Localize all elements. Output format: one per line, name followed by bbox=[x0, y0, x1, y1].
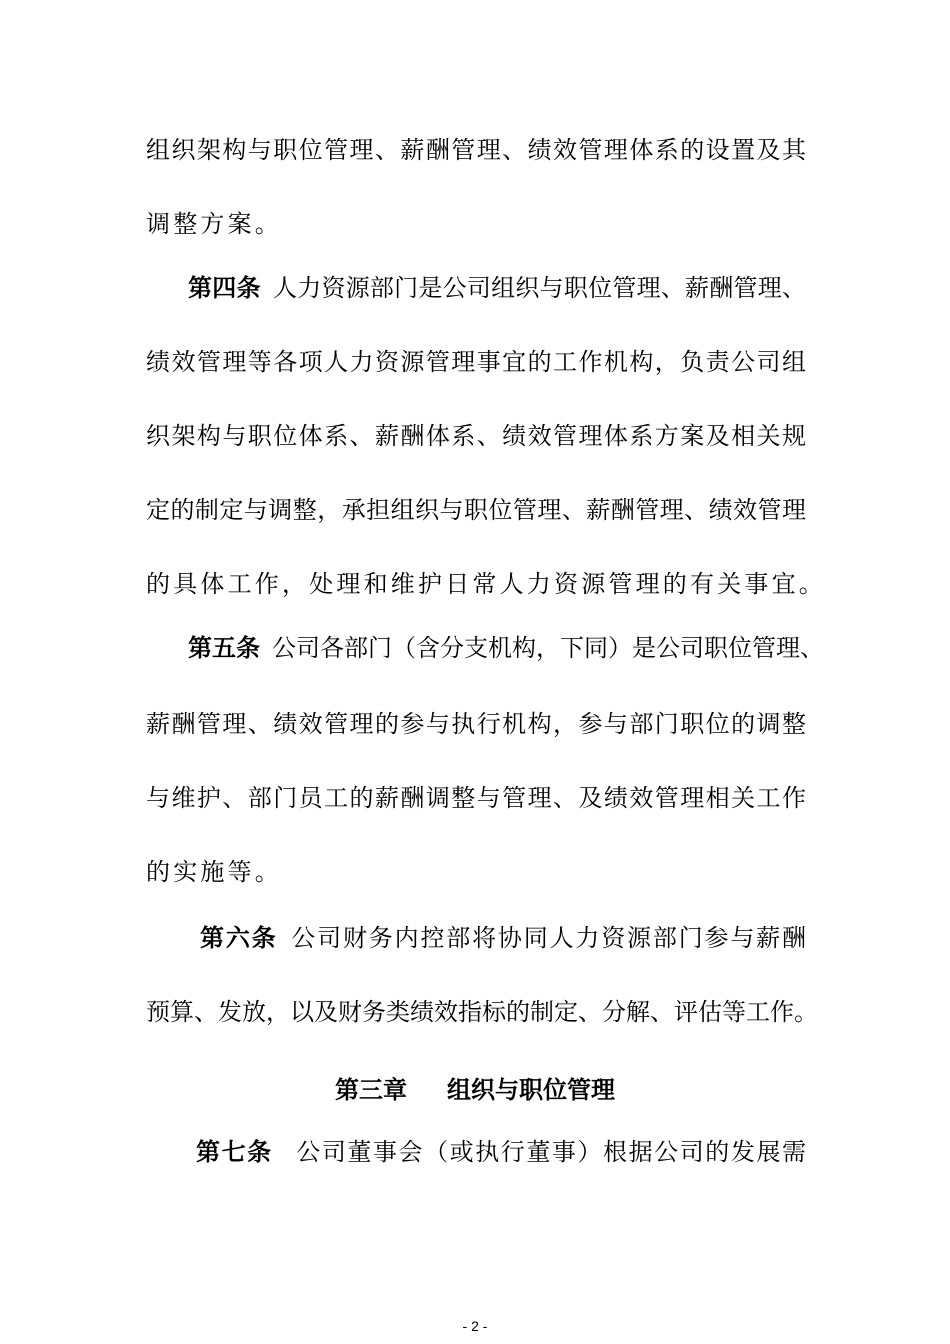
article-label: 第六条 bbox=[200, 924, 278, 952]
chapter-title: 组织与职位管理 bbox=[447, 1076, 615, 1104]
chapter-heading bbox=[0, 1076, 950, 1104]
article-7-first-line bbox=[196, 1138, 806, 1166]
paragraph-line: 薪酬管理、绩效管理的参与执行机构，参与部门职位的调整 bbox=[146, 710, 806, 738]
page-number: - 2 - bbox=[462, 1318, 488, 1334]
article-text: 人力资源部门是公司组织与职位管理、薪酬管理、 bbox=[272, 274, 807, 302]
paragraph-line: 调整方案。 bbox=[146, 210, 282, 238]
article-text: 公司各部门（含分支机构，下同）是公司职位管理、 bbox=[272, 634, 824, 662]
article-label: 第五条 bbox=[188, 634, 260, 662]
article-label: 第四条 bbox=[188, 274, 261, 302]
paragraph-line: 组织架构与职位管理、薪酬管理、绩效管理体系的设置及其 bbox=[146, 136, 806, 164]
paragraph-line: 织架构与职位体系、薪酬体系、绩效管理体系方案及相关规 bbox=[146, 422, 806, 450]
chapter-number: 第三章 bbox=[335, 1076, 407, 1104]
paragraph-line: 的具体工作，处理和维护日常人力资源管理的有关事宜。 bbox=[146, 570, 826, 598]
article-label: 第七条 bbox=[196, 1138, 273, 1166]
paragraph-line: 与维护、部门员工的薪酬调整与管理、及绩效管理相关工作 bbox=[146, 784, 806, 812]
paragraph-line: 绩效管理等各项人力资源管理事宜的工作机构，负责公司组 bbox=[146, 348, 806, 376]
paragraph-line: 的实施等。 bbox=[146, 858, 282, 886]
paragraph-line: 定的制定与调整，承担组织与职位管理、薪酬管理、绩效管理 bbox=[146, 496, 806, 524]
paragraph-line: 预算、发放，以及财务类绩效指标的制定、分解、评估等工作。 bbox=[146, 998, 818, 1026]
article-5-first-line bbox=[188, 634, 824, 662]
article-6-first-line bbox=[200, 924, 806, 952]
article-text: 公司财务内控部将协同人力资源部门参与薪酬 bbox=[289, 924, 807, 952]
article-4-first-line bbox=[188, 274, 806, 302]
article-text: 公司董事会（或执行董事）根据公司的发展需 bbox=[294, 1138, 807, 1166]
